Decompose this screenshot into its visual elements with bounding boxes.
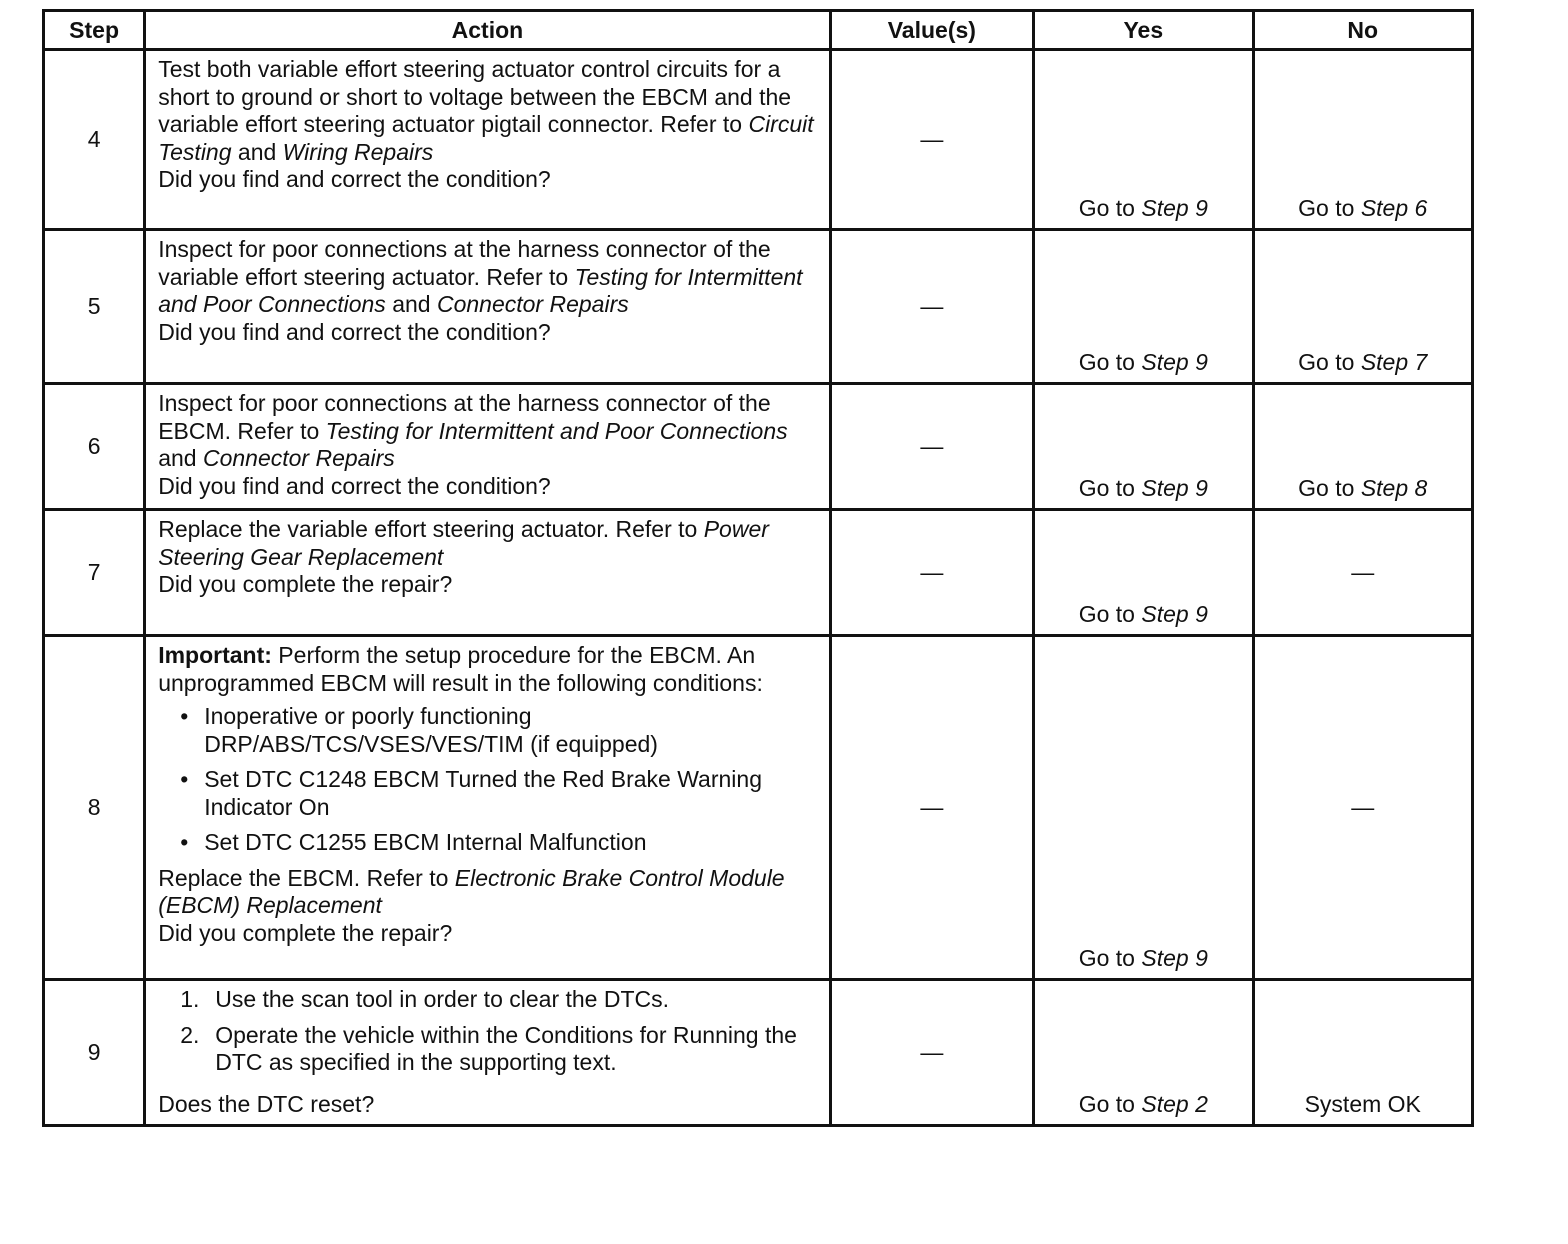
question-text: Does the DTC reset? xyxy=(158,1090,375,1117)
no-cell: Go to Step 8 xyxy=(1253,384,1472,510)
important-label: Important: xyxy=(158,642,272,668)
list-item: • Set DTC C1248 EBCM Turned the Red Brake Warning Indicator On xyxy=(180,766,818,821)
step-number: 6 xyxy=(44,384,145,510)
goto-step-link[interactable]: Step 9 xyxy=(1141,195,1208,221)
no-cell: — xyxy=(1253,510,1472,636)
action-cell xyxy=(145,50,830,230)
goto-step-link[interactable]: Step 9 xyxy=(1141,945,1208,971)
question-text: Did you find and correct the condition? xyxy=(158,318,551,345)
value-cell: — xyxy=(830,50,1033,230)
question-text: Did you complete the repair? xyxy=(158,571,453,597)
table-row-step-8 xyxy=(44,636,1473,980)
action-cell xyxy=(145,384,830,510)
reference-link[interactable]: Circuit Testing xyxy=(158,111,814,165)
action-cell xyxy=(145,510,830,636)
reference-link[interactable]: Electronic Brake Control Module (EBCM) Replacement xyxy=(158,864,785,918)
goto-step-link[interactable]: Step 9 xyxy=(1141,475,1208,501)
header-values: Value(s) xyxy=(830,11,1033,50)
goto-step-link[interactable]: Step 2 xyxy=(1141,1091,1208,1117)
reference-link[interactable]: Testing for Intermittent and Poor Connections xyxy=(325,417,788,444)
action-cell xyxy=(145,980,830,1126)
step-number: 9 xyxy=(44,980,145,1126)
table-row-step-7 xyxy=(44,510,1473,636)
action-cell xyxy=(145,230,830,384)
goto-step-link[interactable]: Step 9 xyxy=(1141,349,1208,375)
table-row-step-4 xyxy=(44,50,1473,230)
conditions-list xyxy=(158,703,818,857)
no-cell: — xyxy=(1253,636,1472,980)
header-no: No xyxy=(1253,11,1472,50)
value-cell: — xyxy=(830,636,1033,980)
list-item: 2. Operate the vehicle within the Conditions for Running the DTC as specified in the supporting text. xyxy=(180,1021,797,1075)
yes-cell: Go to Step 9 xyxy=(1034,384,1253,510)
question-text: Did you find and correct the condition? xyxy=(158,166,551,192)
goto-step-link[interactable]: Step 7 xyxy=(1360,349,1428,375)
question-text: Did you find and correct the condition? xyxy=(158,472,551,499)
action-cell xyxy=(145,636,830,980)
no-cell: Go to Step 6 xyxy=(1253,50,1472,230)
no-cell: Go to Step 7 xyxy=(1253,230,1472,384)
value-cell: — xyxy=(830,980,1033,1126)
header-step: Step xyxy=(44,11,145,50)
question-text: Did you complete the repair? xyxy=(158,919,453,946)
yes-cell: Go to Step 2 xyxy=(1034,980,1253,1126)
value-cell: — xyxy=(830,230,1033,384)
list-item: • Inoperative or poorly functioning DRP/ABS/TCS/VSES/VES/TIM (if equipped) xyxy=(180,703,818,758)
action-text: Inspect for poor connections at the harness connector of the EBCM. Refer to Testing for Intermittent and Poor Connections and Connector Repairs xyxy=(158,390,788,471)
yes-cell: Go to Step 9 xyxy=(1034,230,1253,384)
goto-step-link[interactable]: Step 6 xyxy=(1360,195,1428,221)
reference-link[interactable]: Connector Repairs xyxy=(436,291,629,317)
goto-step-link[interactable]: Step 8 xyxy=(1360,475,1428,501)
step-number: 4 xyxy=(44,50,145,230)
list-item: • Set DTC C1255 EBCM Internal Malfunction xyxy=(180,829,818,857)
list-item: 1. Use the scan tool in order to clear the DTCs. xyxy=(180,986,670,1012)
yes-cell: Go to Step 9 xyxy=(1034,50,1253,230)
value-cell: — xyxy=(830,384,1033,510)
goto-step-link[interactable]: Step 9 xyxy=(1141,601,1208,627)
header-yes: Yes xyxy=(1034,11,1253,50)
step-number: 7 xyxy=(44,510,145,636)
diagnostic-table xyxy=(42,9,1474,1127)
step-number: 5 xyxy=(44,230,145,384)
reference-link[interactable]: Testing for Intermittent and Poor Connections xyxy=(158,263,803,317)
procedure-list xyxy=(158,986,818,1085)
reference-link[interactable]: Power Steering Gear Replacement xyxy=(158,516,769,570)
header-action: Action xyxy=(145,11,830,50)
yes-cell: Go to Step 9 xyxy=(1034,636,1253,980)
important-note: Important: Perform the setup procedure for the EBCM. An unprogrammed EBCM will result in the following conditions: xyxy=(158,642,763,696)
reference-link[interactable]: Connector Repairs xyxy=(202,445,395,471)
action-text: Replace the EBCM. Refer to Electronic Brake Control Module (EBCM) Replacement xyxy=(158,864,785,918)
table-row-step-6 xyxy=(44,384,1473,510)
header-row xyxy=(44,11,1473,50)
table-row-step-9 xyxy=(44,980,1473,1126)
step-number: 8 xyxy=(44,636,145,980)
action-text: Test both variable effort steering actuator control circuits for a short to ground or short to voltage between the EBCM and the variable effort steering actuator pigtail connector. Refer to Circuit Testing and Wiring Repairs xyxy=(158,56,814,165)
no-cell: System OK xyxy=(1253,980,1472,1126)
value-cell: — xyxy=(830,510,1033,636)
reference-link[interactable]: Wiring Repairs xyxy=(282,138,434,165)
action-text: Replace the variable effort steering actuator. Refer to Power Steering Gear Replacement xyxy=(158,516,769,570)
yes-cell: Go to Step 9 xyxy=(1034,510,1253,636)
table-row-step-5 xyxy=(44,230,1473,384)
action-text: Inspect for poor connections at the harness connector of the variable effort steering actuator. Refer to Testing for Intermittent and Poor Connections and Connector Repairs xyxy=(158,236,803,317)
